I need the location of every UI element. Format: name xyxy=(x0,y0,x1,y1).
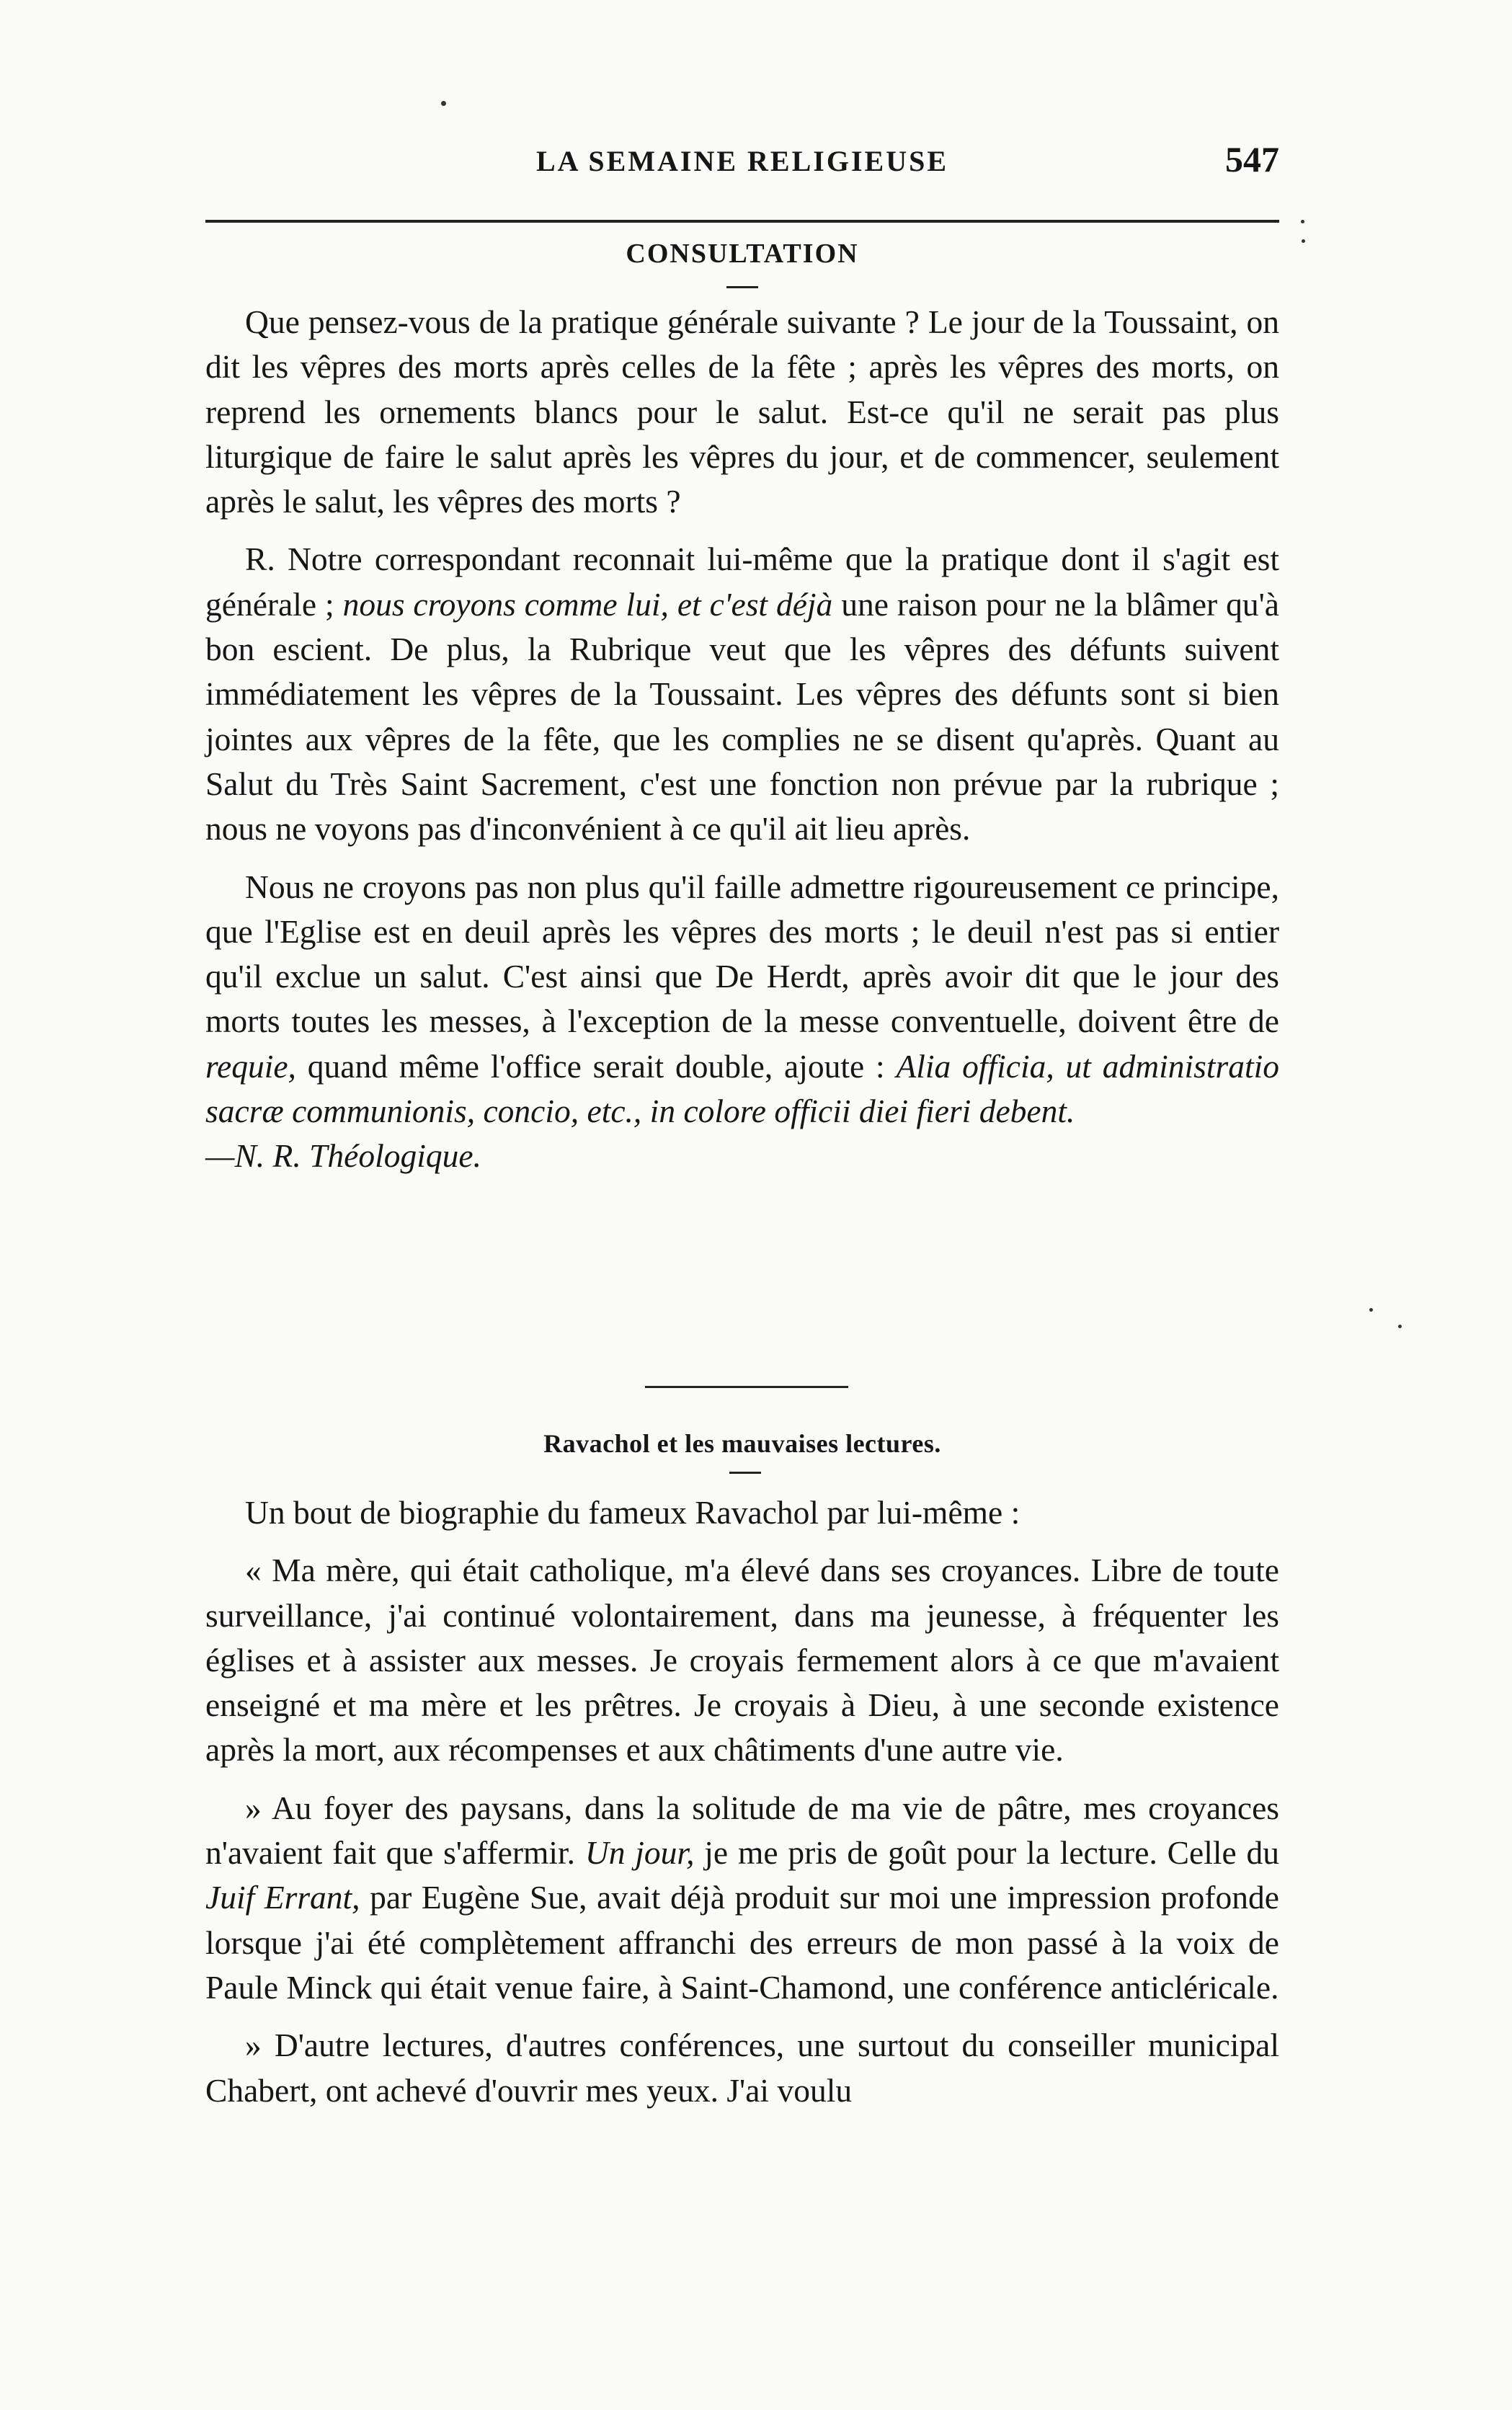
quote-paragraph-3: » D'autre lectures, d'autres conférences, une surtout du conseiller municipal Chabert, ont achevé d'ouvrir mes yeux. J'ai voulu xyxy=(205,2027,1279,2109)
page-header xyxy=(205,139,1279,195)
quote-paragraph-2 xyxy=(205,1786,1279,2010)
answer-paragraph-1 xyxy=(205,537,1279,851)
page-number: 547 xyxy=(1225,139,1279,179)
quote-text: » Au foyer des paysans, dans la solitude de ma vie de pâtre, mes croyances n'avaient fait que s'affermir. xyxy=(205,1789,1279,1872)
answer-text: R. Notre correspondant reconnait lui-même que la pratique dont il s'agit est générale ; xyxy=(205,541,1279,623)
question-paragraph: Que pensez-vous de la pratique générale suivante ? Le jour de la Toussaint, on dit les vêpres des morts après celles de la fête ; après les vêpres des morts, on reprend les ornements blancs pour le salut. Est-ce qu'il ne serait pas plus liturgique de faire le salut après les vêpres du jour, et de commencer, seulement après le salut, les vêpres des morts ? xyxy=(205,303,1279,520)
quote-italic-text: Un jour, xyxy=(584,1834,695,1872)
print-speck xyxy=(1369,1308,1373,1312)
quote-paragraph-1: « Ma mère, qui était catholique, m'a élevé dans ses croyances. Libre de toute surveillance, j'ai continué volontairement, dans ma jeunesse, à fréquenter les églises et à assister aux messes. Je croyais fermement alors à ce que m'avaient enseigné et ma mère et les prêtres. Je croyais à Dieu, à une seconde existence après la mort, aux récompenses et aux châtiments d'une autre vie. xyxy=(205,1552,1279,1769)
answer-text: une raison pour ne la blâmer qu'à bon escient. De plus, la Rubrique veut que les vêpres des défunts suivent immédiatement les vêpres de la Toussaint. Les vêpres des défunts sont si bien jointes aux vêpres de la fête, que les complies ne se disent qu'après. Quant au Salut du Très Saint Sacrement, c'est une fonction non prévue par la rubrique ; nous ne voyons pas d'inconvénient à ce qu'il ait lieu après. xyxy=(205,585,1280,848)
quote-text: je me pris de goût pour la lecture. Celle du xyxy=(694,1834,1280,1872)
print-speck xyxy=(1398,1325,1402,1328)
quote-text: par Eugène Sue, avait déjà produit sur moi une impression profonde lorsque j'ai été complètement affranchi des erreurs de mon passé à la voix de Paule Minck qui était venue faire, à Saint-Chamond, une conférence anticléricale. xyxy=(205,1879,1279,2006)
heading-dash xyxy=(729,1472,761,1474)
section-divider xyxy=(645,1386,848,1388)
running-title: LA SEMAINE RELIGIEUSE xyxy=(535,145,949,177)
consultation-heading: CONSULTATION xyxy=(626,239,859,269)
ravachol-body xyxy=(205,1490,1279,2113)
answer-text: quand même l'office serait double, ajoute : xyxy=(295,1047,897,1085)
answer-paragraph-2 xyxy=(205,865,1279,1134)
heading-dash xyxy=(726,286,758,288)
signature: —N. R. Théologique. xyxy=(205,1137,481,1175)
intro-paragraph: Un bout de biographie du fameux Ravachol par lui-même : xyxy=(245,1494,1020,1531)
ravachol-heading: Ravachol et les mauvaises lectures. xyxy=(543,1429,941,1458)
print-speck xyxy=(1302,239,1305,243)
consultation-body xyxy=(205,300,1279,1179)
answer-text: Nous ne croyons pas non plus qu'il faille admettre rigoureusement ce principe, que l'Eglise est en deuil après les vêpres des morts ; le deuil n'est pas si entier qu'il exclue un salut. C'est ainsi que De Herdt, après avoir dit que le jour des morts toutes les messes, à l'exception de la messe conventuelle, doivent être de xyxy=(205,868,1279,1040)
answer-italic-text: nous croyons comme lui, et c'est déjà xyxy=(342,585,833,623)
book-title: Juif Errant, xyxy=(205,1879,360,1916)
print-speck xyxy=(441,101,446,106)
latin-quotation: Alia officia, ut administratio sacræ communionis, concio, etc., in colore officii diei fieri debent. xyxy=(205,1047,1279,1130)
latin-word: requie, xyxy=(205,1047,296,1085)
header-rule xyxy=(205,220,1279,223)
print-speck xyxy=(1301,220,1304,223)
